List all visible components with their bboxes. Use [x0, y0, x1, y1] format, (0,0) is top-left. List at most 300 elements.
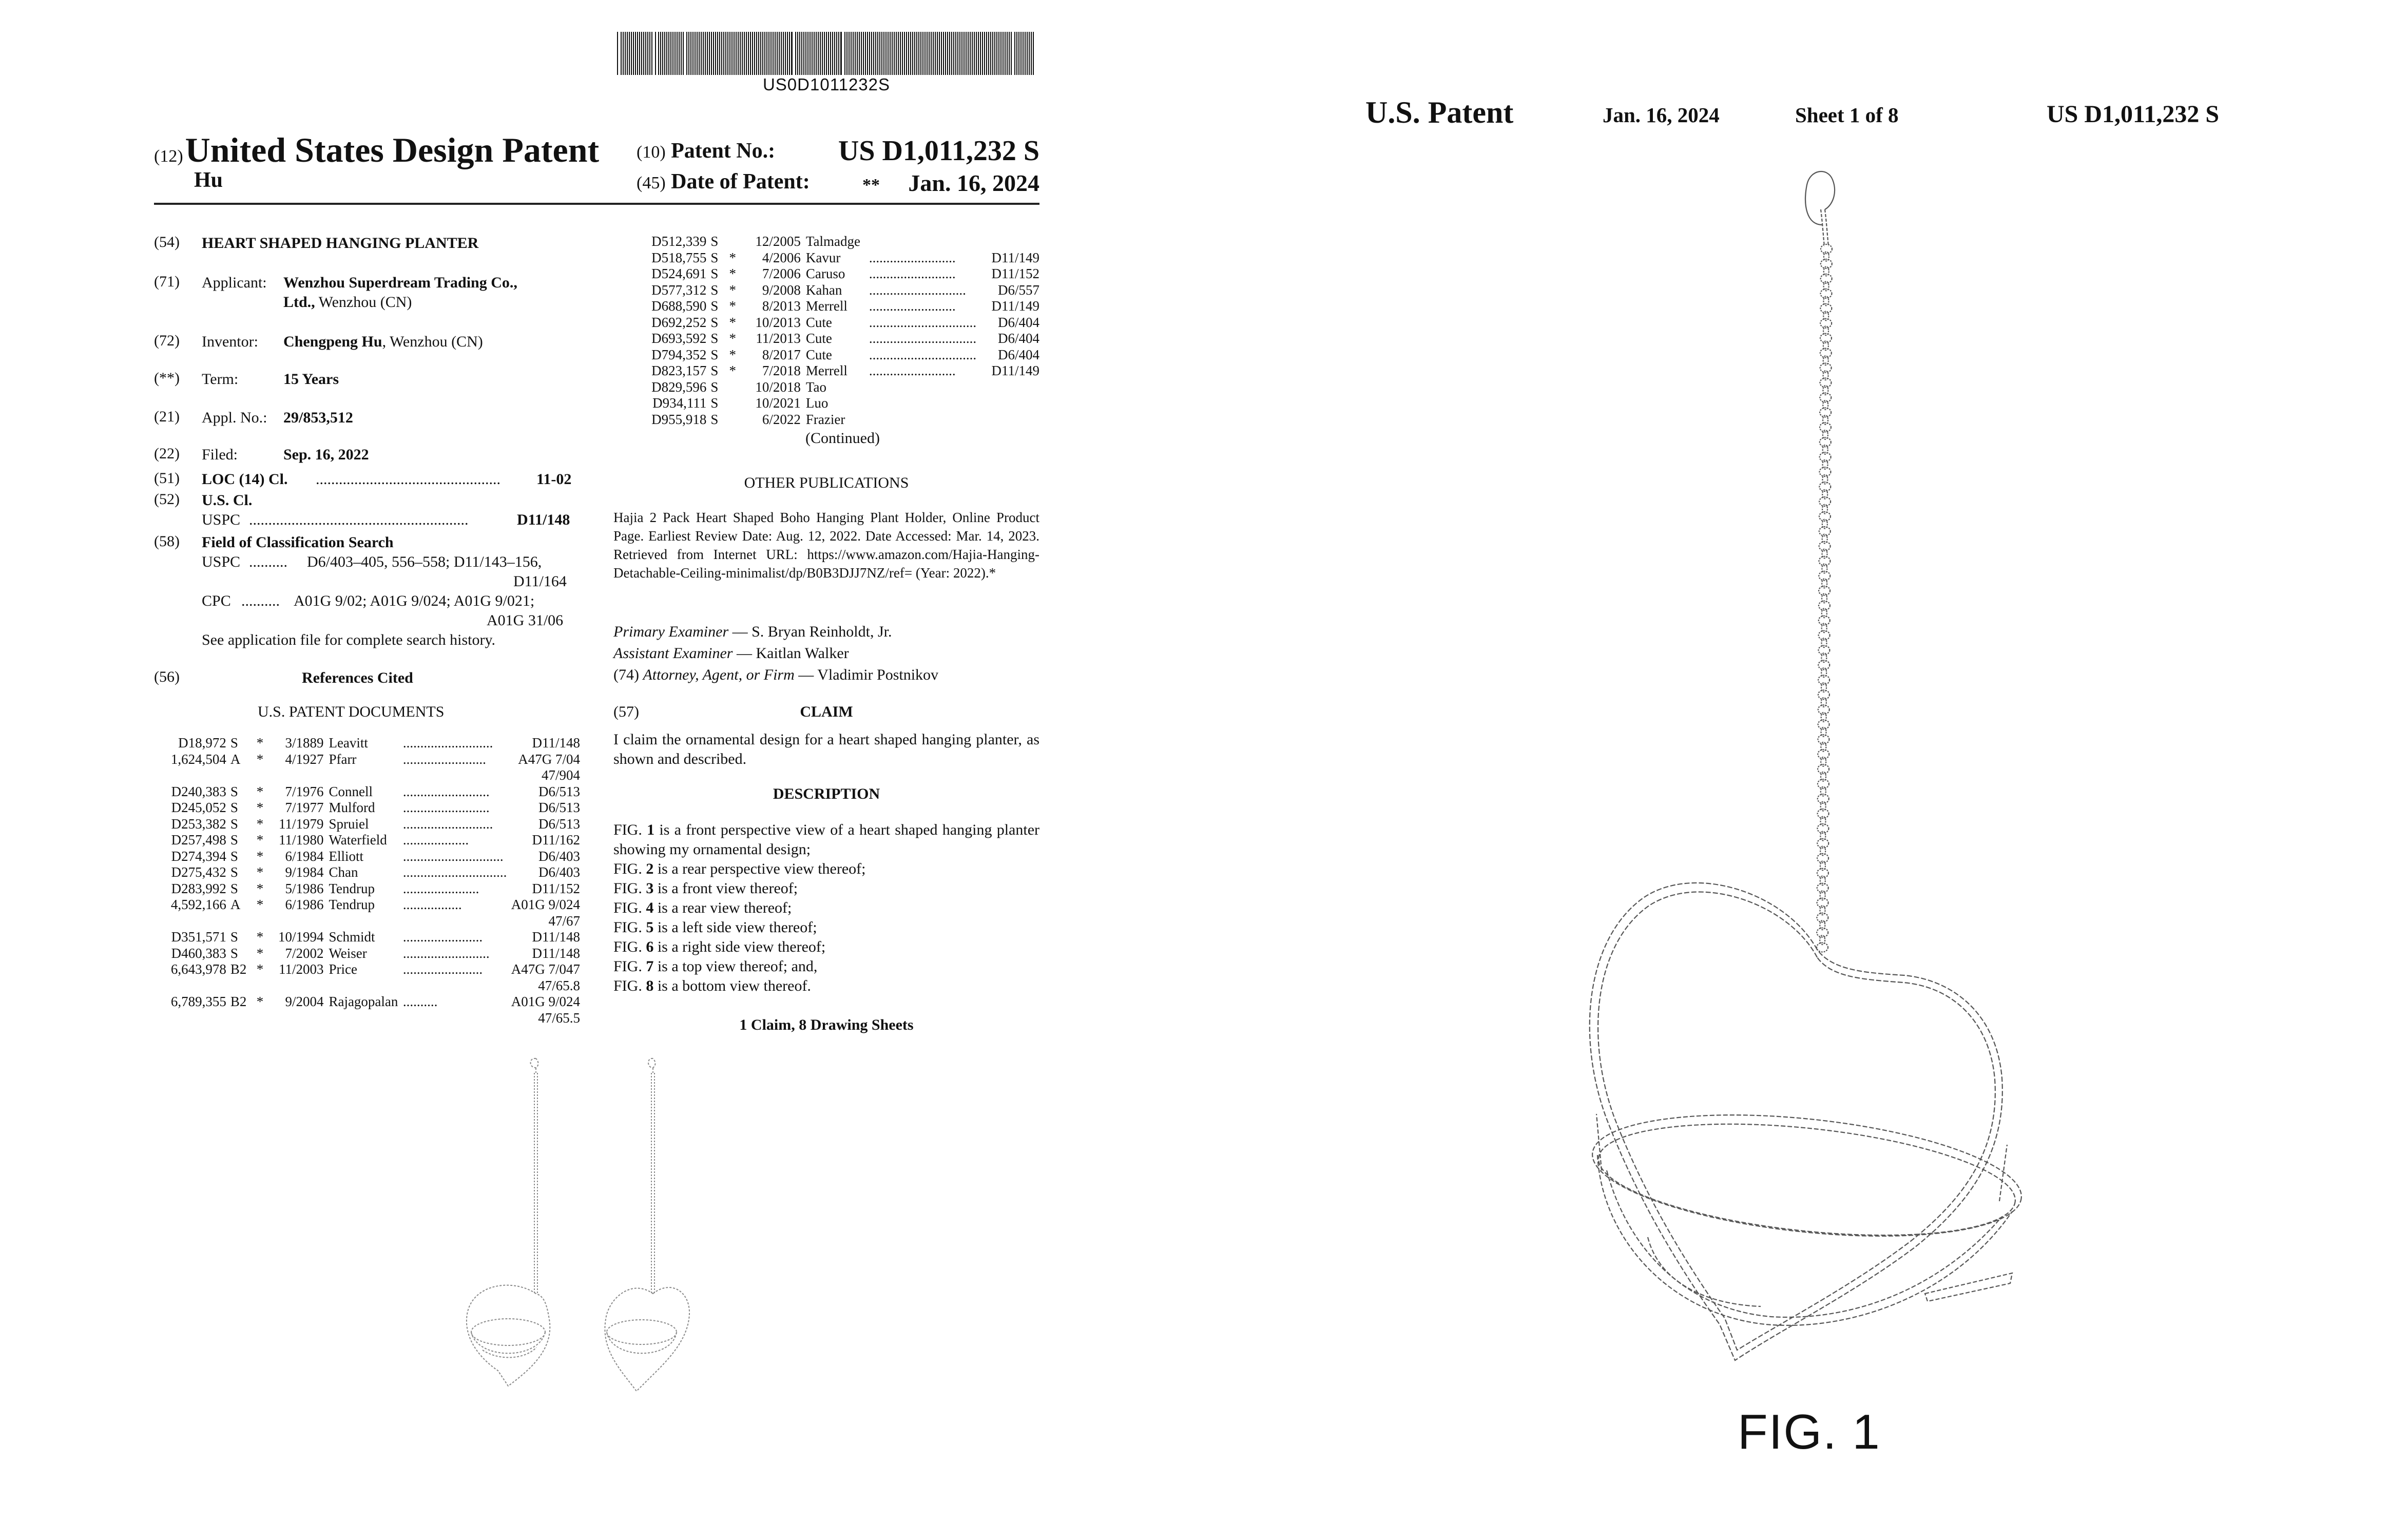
barcode-bar — [910, 32, 911, 75]
citation-kind: S — [230, 880, 238, 896]
citation-dots: .............................. — [402, 864, 507, 880]
citation-row-continuation — [169, 913, 580, 930]
citation-date: 11/2003 — [278, 961, 324, 977]
citation-name: Cute — [805, 331, 832, 346]
barcode-bar — [871, 32, 872, 75]
citation-dots: ......................... — [869, 249, 956, 265]
citation-dots: ......................... — [869, 298, 956, 314]
barcode-bar — [955, 32, 956, 75]
citation-class-secondary: 47/65.5 — [538, 1010, 580, 1026]
barcode-bar — [998, 32, 999, 75]
citation-number: D693,592 — [651, 331, 707, 346]
citation-number: D512,339 — [651, 234, 707, 249]
citation-class-secondary: 47/904 — [541, 767, 580, 783]
citation-number: D18,972 — [178, 735, 226, 750]
citation-class: D11/152 — [991, 266, 1039, 281]
citation-class: D6/403 — [538, 864, 580, 880]
citation-kind: B2 — [230, 961, 247, 977]
barcode-bar — [894, 32, 895, 75]
barcode-bar — [824, 32, 825, 75]
search-cpc-value-2: A01G 31/06 — [487, 612, 564, 629]
citation-kind: S — [230, 816, 238, 832]
citation-dots: ............................... — [869, 314, 977, 330]
barcode-bar — [707, 32, 708, 75]
fig-number: 2 — [646, 860, 654, 877]
fig-number: 8 — [646, 977, 654, 994]
barcode-bar — [662, 32, 663, 75]
barcode-bar — [922, 32, 923, 75]
citation-row — [169, 946, 580, 962]
citation-dots: ................. — [402, 897, 462, 912]
citation-row — [169, 784, 580, 800]
barcode-bar — [814, 32, 815, 75]
field-51-code: (51) — [154, 470, 180, 487]
barcode-bar — [990, 32, 991, 75]
citation-star: * — [256, 897, 264, 912]
citation-class: D6/513 — [538, 800, 580, 815]
citation-row — [169, 800, 580, 816]
barcode-bar — [890, 32, 891, 75]
citation-name: Merrell — [805, 298, 847, 314]
barcode-bar — [713, 32, 714, 75]
barcode-bar — [851, 32, 852, 75]
barcode-bar — [982, 32, 983, 75]
loc-label: LOC (14) Cl. — [202, 471, 288, 488]
us-cl-value: D11/148 — [517, 511, 570, 528]
barcode-bar — [957, 32, 958, 75]
us-cl-label: U.S. Cl. — [202, 492, 253, 509]
citation-name: Kavur — [805, 249, 841, 265]
figure-description-item — [613, 879, 1039, 898]
other-publications-text: Hajia 2 Pack Heart Shaped Boho Hanging Plant Holder, Online Product Page. Earliest Review Date: Aug. 12, 2022. Date Accessed: Mar. 14, 2023. Retrieved from Internet URL: https://www.amazon.com/Hajia-Hanging-Detachable-Ceiling-minimalist/dp/B0B3DJJ7NZ/ref= (Year: 2022).* — [613, 510, 1039, 581]
citation-name: Price — [329, 961, 357, 977]
citation-class: A47G 7/047 — [511, 961, 580, 977]
fig-number: 7 — [646, 958, 654, 975]
citation-date: 9/2008 — [762, 282, 801, 298]
barcode-number: US0D1011232S — [762, 75, 891, 94]
citation-star: * — [729, 314, 737, 330]
field-58-code: (58) — [154, 533, 180, 550]
citation-kind: S — [230, 848, 238, 864]
front-page — [0, 0, 1194, 1540]
barcode-bar — [738, 32, 739, 75]
barcode-bar — [775, 32, 776, 75]
citation-name: Pfarr — [329, 751, 357, 767]
barcode-bar — [666, 32, 667, 75]
barcode-bar — [1003, 32, 1004, 75]
barcode-bar — [820, 32, 821, 75]
appl-no-value: 29/853,512 — [283, 409, 353, 426]
barcode-bar — [787, 32, 788, 75]
citation-date: 4/2006 — [762, 249, 801, 265]
citation-class: D11/148 — [532, 929, 580, 945]
citation-kind: S — [230, 864, 238, 880]
citation-star: * — [729, 282, 737, 298]
barcode-bar — [935, 32, 936, 75]
loc-value: 11-02 — [536, 471, 572, 488]
barcode-bar — [1016, 32, 1017, 75]
kind-code-label: (12) — [154, 147, 183, 166]
citation-row — [646, 315, 1039, 331]
barcode-bar — [641, 32, 642, 75]
barcode-bar — [924, 32, 926, 75]
barcode-bar — [945, 32, 946, 75]
barcode-bar — [908, 32, 909, 75]
primary-examiner-line — [613, 622, 1039, 642]
barcode-bar — [799, 32, 800, 75]
citation-number: D257,498 — [171, 832, 226, 848]
citation-date: 7/2002 — [285, 945, 324, 961]
fig-number: 6 — [646, 938, 654, 955]
figure-description-item — [613, 976, 1039, 996]
inventor-line — [283, 332, 483, 352]
barcode-bar — [966, 32, 967, 75]
barcode-bar — [959, 32, 960, 75]
barcode-bar — [1027, 32, 1028, 75]
applicant-name: Wenzhou Superdream Trading Co., — [283, 274, 517, 291]
barcode-bar — [863, 32, 864, 75]
citation-star: * — [256, 864, 264, 880]
citation-name: Cute — [805, 314, 832, 330]
support-arms — [1596, 1114, 2012, 1301]
inventor-surname: Hu — [194, 168, 223, 192]
barcode-bar — [695, 32, 696, 75]
citation-name: Schmidt — [329, 929, 375, 945]
barcode-bar — [770, 32, 772, 75]
citation-dots: ...................... — [402, 880, 479, 896]
citation-star — [727, 379, 738, 396]
citation-name: Leavitt — [329, 735, 368, 750]
barcode-bar — [719, 32, 720, 75]
barcode-bar — [633, 32, 634, 75]
barcode-bar — [758, 32, 759, 75]
barcode-bar — [617, 32, 618, 75]
citation-star: * — [256, 961, 264, 977]
citation-number: D577,312 — [651, 282, 707, 298]
sheet-header-date: Jan. 16, 2024 — [1603, 103, 1720, 127]
citation-star: * — [256, 735, 264, 750]
citation-class: D6/404 — [998, 346, 1039, 362]
citation-kind: B2 — [230, 994, 247, 1009]
claim-heading: CLAIM — [800, 703, 853, 720]
citation-name: Cute — [805, 346, 832, 362]
citation-row — [646, 234, 1039, 250]
barcode-bar — [754, 32, 755, 75]
barcode-bar — [931, 32, 932, 75]
barcode-bar — [781, 32, 782, 75]
citation-date: 8/2013 — [762, 298, 801, 314]
description-heading: DESCRIPTION — [773, 785, 880, 802]
barcode-bar — [822, 32, 823, 75]
barcode-bar — [677, 32, 678, 75]
citation-number: D351,571 — [171, 929, 226, 945]
barcode-bar — [756, 32, 757, 75]
barcode-bar — [703, 32, 704, 75]
barcode-bar — [1005, 32, 1006, 75]
citation-date: 3/1889 — [285, 735, 324, 750]
citation-row — [169, 897, 580, 913]
inventor-place: , Wenzhou (CN) — [382, 333, 483, 350]
hanger-chain — [1817, 244, 1832, 952]
barcode-bar — [953, 32, 954, 75]
citation-star — [727, 234, 738, 250]
barcode-bar — [980, 32, 981, 75]
citation-date: 4/1927 — [285, 751, 324, 767]
fig-prefix: FIG. — [613, 860, 646, 877]
thumb-planter-left — [467, 1058, 550, 1386]
barcode-bar — [830, 32, 831, 75]
citation-number: D524,691 — [651, 266, 707, 281]
barcode-bar — [992, 32, 993, 75]
citation-row — [646, 282, 1039, 299]
barcode-bar — [937, 32, 938, 75]
applicant-label: Applicant: — [202, 274, 267, 291]
citation-name: Caruso — [805, 266, 845, 281]
field-54-code: (54) — [154, 234, 180, 251]
attorney-label: Attorney, Agent, or Firm — [643, 666, 795, 683]
barcode-bar — [675, 32, 676, 75]
citation-name: Merrell — [805, 363, 847, 378]
citation-number: D934,111 — [652, 395, 707, 411]
fig-description-text: is a rear perspective view thereof; — [653, 860, 866, 877]
citation-class: D11/148 — [532, 735, 580, 750]
citation-row — [646, 379, 1039, 396]
barcode-bar — [859, 32, 860, 75]
fig-description-text: is a top view thereof; and, — [653, 958, 818, 975]
citation-date: 7/2018 — [762, 363, 801, 378]
barcode-bar — [869, 32, 870, 75]
citation-star: * — [256, 880, 264, 896]
citation-dots: ........................ — [402, 751, 486, 767]
citation-number: 6,643,978 — [170, 961, 226, 977]
citation-row — [646, 347, 1039, 363]
citation-name: Tendrup — [329, 880, 375, 896]
barcode-bar — [840, 32, 842, 75]
citation-name: Rajagopalan — [329, 994, 398, 1009]
citation-row-continuation — [169, 978, 580, 994]
barcode-bar — [844, 32, 845, 75]
barcode-bar — [972, 32, 973, 75]
barcode-bar — [846, 32, 847, 75]
continued-note: (Continued) — [805, 430, 880, 447]
citation-star: * — [256, 783, 264, 799]
citation-dots: ............................ — [869, 282, 966, 298]
citation-star: * — [729, 249, 737, 265]
barcode-bar — [927, 32, 928, 75]
barcode-bar — [690, 32, 691, 75]
barcode-bar — [629, 32, 630, 75]
citation-number: D253,382 — [171, 816, 226, 832]
barcode-bar — [988, 32, 989, 75]
citation-class: A47G 7/04 — [518, 751, 580, 767]
barcode-bar — [723, 32, 724, 75]
citation-number: D688,590 — [651, 298, 707, 314]
citation-dots: ......................... — [869, 363, 956, 378]
citation-kind: S — [710, 266, 719, 281]
barcode-bar — [750, 32, 751, 75]
citation-kind: S — [230, 783, 238, 799]
citation-name: Talmadge — [805, 234, 860, 249]
citation-row — [169, 832, 580, 849]
barcode-bar — [912, 32, 913, 75]
filed-value: Sep. 16, 2022 — [283, 446, 369, 463]
citation-dots — [869, 234, 987, 250]
barcode-bar — [639, 32, 640, 75]
citation-name: Chan — [329, 864, 358, 880]
barcode-bar — [777, 32, 778, 75]
citation-star: * — [256, 816, 264, 832]
barcode-bar — [789, 32, 790, 75]
barcode-bar — [933, 32, 934, 75]
citation-date: 11/2013 — [756, 331, 801, 346]
us-cl-dots: ......................................................... — [249, 511, 469, 528]
term-code: (**) — [154, 370, 180, 387]
fig-prefix: FIG. — [613, 977, 646, 994]
date-code: (45) — [637, 174, 666, 192]
citation-date: 10/2018 — [755, 379, 801, 395]
thumb-planter-right — [605, 1058, 689, 1391]
barcode-bar — [918, 32, 919, 75]
citation-dots — [869, 412, 987, 428]
barcode-bar — [736, 32, 737, 75]
barcode-bar — [929, 32, 930, 75]
barcode-bar — [1025, 32, 1026, 75]
citation-name: Kahan — [805, 282, 842, 298]
barcode-bar — [635, 32, 636, 75]
barcode-bar — [892, 32, 893, 75]
citation-star: * — [729, 363, 737, 378]
citation-dots: ......................... — [869, 266, 956, 281]
attorney-code: (74) — [613, 666, 639, 683]
search-cpc-value: A01G 9/02; A01G 9/024; A01G 9/021; — [294, 592, 535, 609]
citation-kind: S — [710, 298, 719, 314]
barcode-bar — [773, 32, 774, 75]
barcode-bar — [968, 32, 969, 75]
search-uspc-dots: .......... — [249, 553, 287, 570]
citation-date: 6/2022 — [762, 411, 801, 427]
barcode-bar — [725, 32, 726, 75]
date-label: Date of Patent: — [671, 170, 810, 194]
barcode-bar — [683, 32, 684, 75]
citation-date: 6/1986 — [285, 897, 324, 912]
citation-number: D823,157 — [651, 363, 707, 378]
citation-kind: S — [230, 832, 238, 848]
citation-row — [646, 363, 1039, 379]
patent-type-title: United States Design Patent — [185, 130, 600, 169]
citation-number: D829,596 — [651, 379, 707, 395]
barcode-bar — [986, 32, 987, 75]
barcode-bar — [637, 32, 638, 75]
barcode-bar — [818, 32, 819, 75]
barcode-bar — [699, 32, 700, 75]
citation-class: D6/513 — [538, 816, 580, 832]
barcode-bar — [994, 32, 995, 75]
citation-kind: S — [710, 249, 719, 265]
barcode-bar — [834, 32, 835, 75]
barcode-bar — [828, 32, 829, 75]
barcode — [616, 32, 1037, 75]
barcode-bar — [943, 32, 944, 75]
citation-row — [169, 849, 580, 865]
citation-class: D11/149 — [991, 249, 1039, 265]
inventor-name-full: Chengpeng Hu — [283, 333, 382, 350]
barcode-bar — [816, 32, 817, 75]
citation-dots: .......................... — [402, 735, 493, 750]
citation-kind: S — [710, 411, 719, 427]
applicant-name-2: Ltd., — [283, 294, 315, 311]
barcode-bar — [849, 32, 850, 75]
figure-description-item — [613, 898, 1039, 918]
barcode-bar — [746, 32, 747, 75]
citation-number: 6,789,355 — [170, 994, 226, 1009]
citation-star: * — [256, 945, 264, 961]
barcode-bar — [803, 32, 804, 75]
field-22-code: (22) — [154, 445, 180, 462]
barcode-bar — [692, 32, 693, 75]
barcode-bar — [631, 32, 632, 75]
citation-class-secondary: 47/65.8 — [538, 977, 580, 993]
citation-class: D11/162 — [532, 832, 580, 848]
barcode-bar — [916, 32, 917, 75]
citation-dots: ............................... — [869, 346, 977, 362]
citation-kind: S — [710, 282, 719, 298]
citation-kind: S — [710, 379, 719, 395]
barcode-bar — [764, 32, 765, 75]
barcode-bar — [709, 32, 710, 75]
barcode-bar — [1020, 32, 1022, 75]
citation-kind: A — [230, 897, 241, 912]
barcode-bar — [660, 32, 661, 75]
chain-link — [1821, 244, 1832, 254]
barcode-bar — [701, 32, 702, 75]
other-publications-heading: OTHER PUBLICATIONS — [744, 474, 909, 491]
barcode-bar — [744, 32, 745, 75]
citation-dots: .......................... — [402, 816, 493, 832]
citation-date: 11/1979 — [278, 816, 324, 832]
fig-number: 5 — [646, 919, 654, 936]
barcode-bar — [832, 32, 833, 75]
patent-number: US D1,011,232 S — [838, 135, 1039, 167]
search-uspc-label: USPC — [202, 553, 241, 570]
citation-date: 7/1977 — [285, 800, 324, 815]
citation-star: * — [729, 346, 737, 362]
barcode-bar — [865, 32, 866, 75]
barcode-bar — [779, 32, 780, 75]
barcode-bar — [939, 32, 940, 75]
citation-class: D11/149 — [991, 363, 1039, 378]
citation-row — [646, 266, 1039, 282]
citation-row — [169, 735, 580, 752]
citation-row — [169, 881, 580, 897]
barcode-bar — [783, 32, 784, 75]
fig-number: 3 — [646, 880, 654, 897]
barcode-bar — [976, 32, 977, 75]
appl-no-label: Appl. No.: — [202, 409, 267, 426]
barcode-bar — [762, 32, 763, 75]
barcode-bar — [914, 32, 915, 75]
citation-row — [646, 412, 1039, 428]
barcode-bar — [697, 32, 698, 75]
barcode-bar — [883, 32, 884, 75]
barcode-bar — [920, 32, 921, 75]
barcode-bar — [1029, 32, 1030, 75]
barcode-bar — [838, 32, 839, 75]
barcode-bar — [645, 32, 646, 75]
citation-row — [646, 298, 1039, 315]
citation-class: D6/403 — [538, 848, 580, 864]
barcode-bar — [1011, 32, 1012, 75]
barcode-bar — [898, 32, 899, 75]
